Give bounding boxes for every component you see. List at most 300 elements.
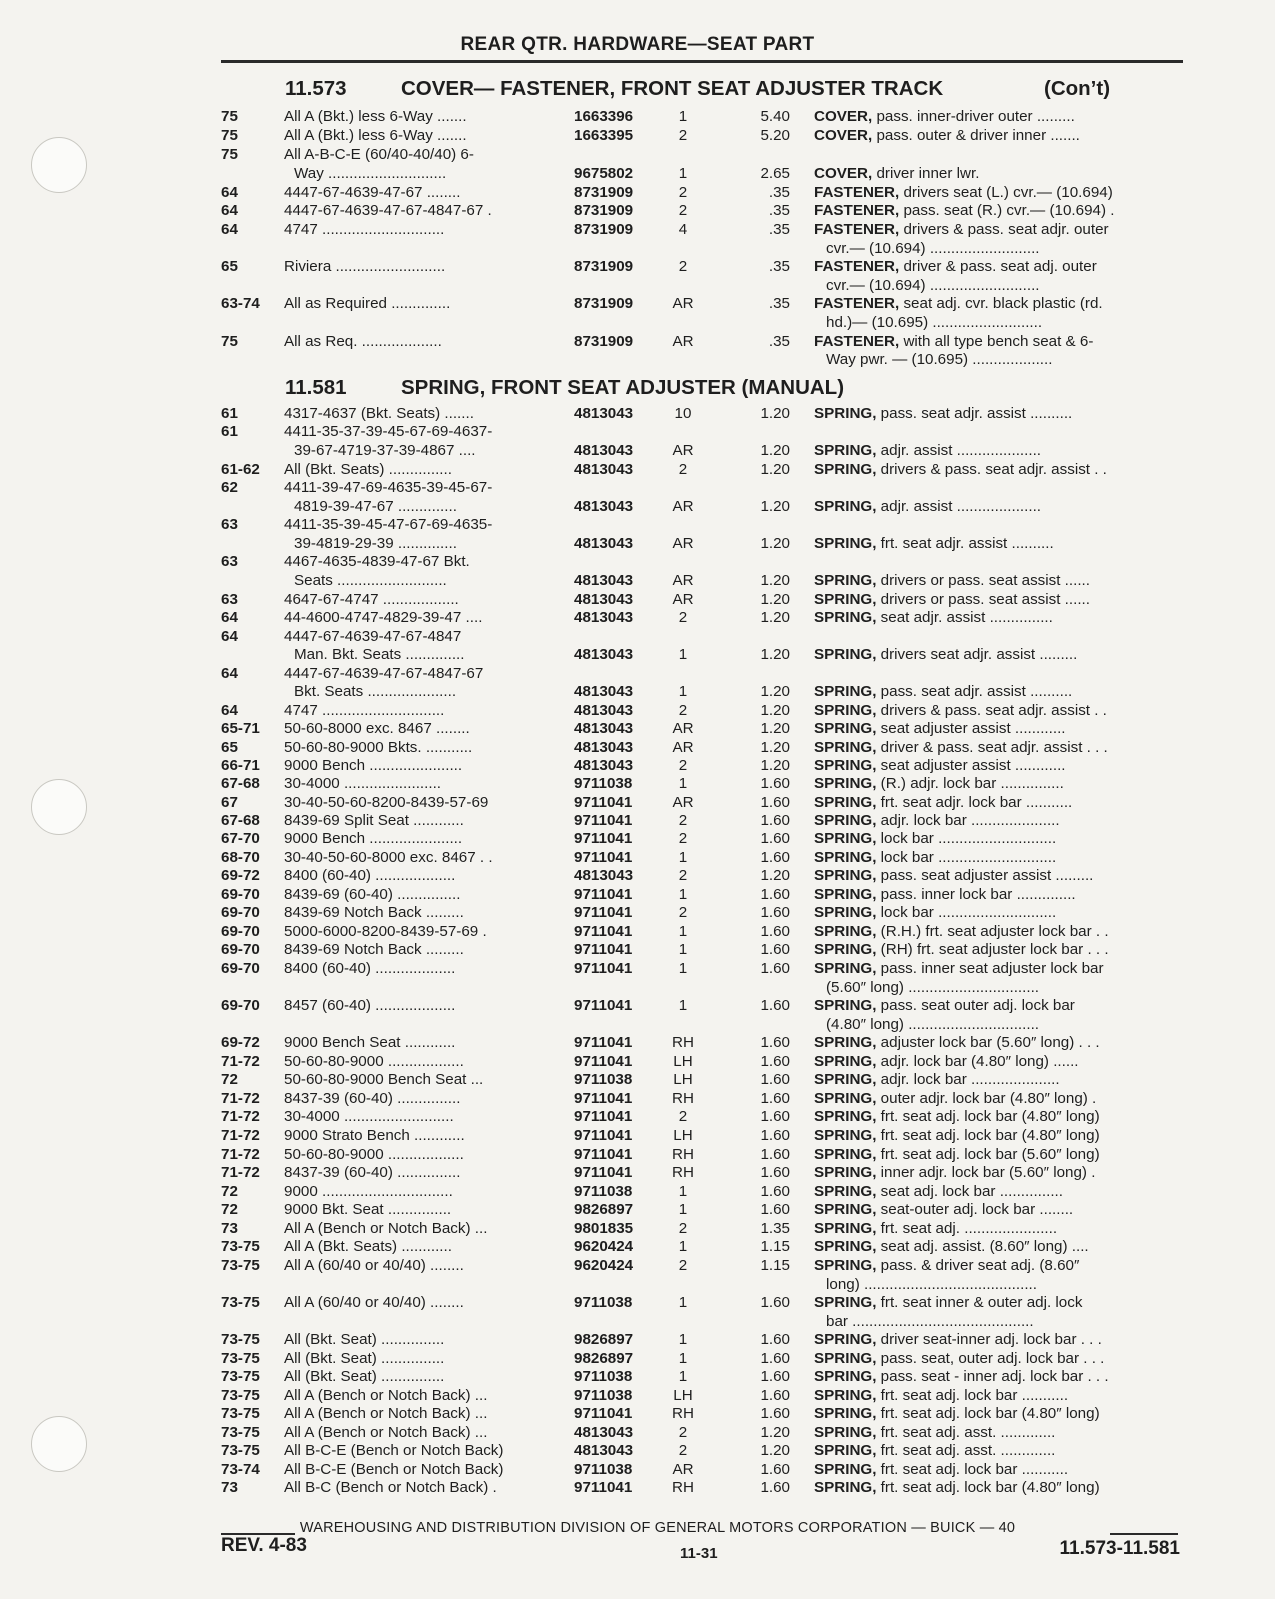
price: 1.60 [760,1053,790,1070]
price: 1.60 [760,775,790,792]
part-number: 4813043 [574,572,634,589]
part-number: 1663396 [574,108,634,125]
application: Riviera .......................... [284,258,446,275]
description: SPRING, drivers & pass. seat adjr. assist . . [814,702,1107,719]
part-number: 4813043 [574,535,634,552]
model-number: 73-75 [221,1368,260,1385]
model-number: 63 [221,591,238,608]
quantity: 2 [678,202,688,219]
price: 1.60 [760,1294,790,1311]
quantity: 2 [678,1442,688,1459]
application: Way ............................ [294,165,447,182]
description: SPRING, lock bar ............................ [814,849,1057,866]
part-number: 9711041 [574,1034,633,1051]
model-number: 75 [221,333,238,350]
quantity: 1 [678,960,688,977]
price: 5.20 [760,127,790,144]
description: COVER, pass. outer & driver inner ....... [814,127,1080,144]
description: SPRING, adjr. lock bar ..................... [814,1071,1060,1088]
quantity: 1 [678,1201,688,1218]
application: 8400 (60-40) ................... [284,960,456,977]
quantity: 1 [678,1331,688,1348]
description: SPRING, drivers & pass. seat adjr. assist . . [814,461,1107,478]
header-rule [221,60,1183,63]
model-number: 75 [221,108,238,125]
model-number: 69-70 [221,960,260,977]
application: 4747 ............................. [284,221,445,238]
model-number: 69-70 [221,923,260,940]
part-number: 9711041 [574,1127,633,1144]
quantity: 2 [678,1108,688,1125]
model-number: 73-75 [221,1387,260,1404]
application: 4447-67-4639-47-67 ........ [284,184,461,201]
part-number: 4813043 [574,867,634,884]
description: SPRING, pass. seat outer adj. lock bar [814,997,1075,1014]
price: 1.60 [760,1164,790,1181]
description: COVER, pass. inner-driver outer ......... [814,108,1075,125]
application: All (Bkt. Seats) ............... [284,461,452,478]
quantity: LH [673,1127,693,1144]
price: 1.60 [760,1387,790,1404]
price: 1.20 [760,609,790,626]
quantity: 2 [678,127,688,144]
price: 1.60 [760,997,790,1014]
application: Man. Bkt. Seats .............. [294,646,465,663]
price: 1.60 [760,886,790,903]
model-number: 65-71 [221,720,260,737]
part-number: 9711041 [574,849,633,866]
quantity: 2 [678,184,688,201]
quantity: LH [673,1387,693,1404]
application: All A (Bench or Notch Back) ... [284,1405,488,1422]
part-number: 9801835 [574,1220,634,1237]
price: 1.60 [760,1071,790,1088]
description: cvr.— (10.694) .......................... [826,277,1040,294]
application: 50-60-80-9000 Bench Seat ... [284,1071,484,1088]
description: SPRING, frt. seat adjr. assist .......... [814,535,1054,552]
section-title: COVER— FASTENER, FRONT SEAT ADJUSTER TRACK [401,77,944,100]
application: All B-C (Bench or Notch Back) . [284,1479,497,1496]
part-number: 4813043 [574,702,634,719]
quantity: AR [672,442,694,459]
description: SPRING, frt. seat adj. lock bar (4.80″ long) [814,1108,1100,1125]
price: 1.60 [760,1090,790,1107]
model-number: 73-75 [221,1294,260,1311]
part-number: 4813043 [574,683,634,700]
application: 4819-39-47-67 .............. [294,498,457,515]
quantity: AR [672,1461,694,1478]
model-number: 67 [221,794,238,811]
description: SPRING, frt. seat adj. lock bar (4.80″ long) [814,1479,1100,1496]
application: 9000 Bkt. Seat ............... [284,1201,452,1218]
quantity: AR [672,591,694,608]
quantity: AR [672,333,694,350]
price: .35 [768,295,790,312]
application: 9000 Bench ...................... [284,757,463,774]
part-number: 9826897 [574,1201,634,1218]
description: SPRING, adjuster lock bar (5.60″ long) . . . [814,1034,1100,1051]
quantity: RH [672,1034,694,1051]
application: 8457 (60-40) ................... [284,997,456,1014]
model-number: 64 [221,221,238,238]
quantity: AR [672,535,694,552]
description: SPRING, frt. seat adj. lock bar ........... [814,1461,1069,1478]
part-number: 9711041 [574,923,633,940]
quantity: 2 [678,867,688,884]
section-number: 11.581 [285,376,347,399]
model-number: 73-75 [221,1350,260,1367]
description: FASTENER, seat adj. cvr. black plastic (rd. [814,295,1103,312]
model-number: 73-75 [221,1442,260,1459]
model-number: 65 [221,739,238,756]
model-number: 73-75 [221,1238,260,1255]
quantity: AR [672,720,694,737]
price: 1.60 [760,1201,790,1218]
application: 4747 ............................. [284,702,445,719]
quantity: 2 [678,1257,688,1274]
binder-hole-top [31,137,87,193]
price: 1.60 [760,1183,790,1200]
section-title: SPRING, FRONT SEAT ADJUSTER (MANUAL) [401,376,845,399]
application: 4447-67-4639-47-67-4847-67 . [284,202,492,219]
description: SPRING, seat adjuster assist ............ [814,757,1066,774]
price: 1.60 [760,1331,790,1348]
application: 4647-67-4747 .................. [284,591,459,608]
part-number: 4813043 [574,498,634,515]
description: SPRING, lock bar ............................ [814,904,1057,921]
description: SPRING, drivers or pass. seat assist ...... [814,572,1090,589]
application: 39-4819-29-39 .............. [294,535,457,552]
description: SPRING, frt. seat adj. lock bar (4.80″ long) [814,1405,1100,1422]
description: SPRING, frt. seat adj. lock bar (4.80″ long) [814,1127,1100,1144]
price: 1.60 [760,960,790,977]
quantity: RH [672,1405,694,1422]
description: FASTENER, pass. seat (R.) cvr.— (10.694) . [814,202,1115,219]
part-number: 8731909 [574,202,634,219]
application: 4317-4637 (Bkt. Seats) ....... [284,405,474,422]
quantity: AR [672,572,694,589]
application: 50-60-8000 exc. 8467 ........ [284,720,470,737]
part-number: 9711041 [574,960,633,977]
part-number: 8731909 [574,258,634,275]
part-number: 4813043 [574,1424,634,1441]
description: SPRING, seat adjuster assist ............ [814,720,1066,737]
description: SPRING, frt. seat adj. lock bar (5.60″ long) [814,1146,1100,1163]
application: 4411-35-37-39-45-67-69-4637- [284,423,493,440]
part-number: 4813043 [574,757,634,774]
quantity: 1 [678,165,688,182]
description: SPRING, frt. seat adj. asst. ............. [814,1442,1056,1459]
price: 1.20 [760,702,790,719]
model-number: 72 [221,1071,238,1088]
application: All A (60/40 or 40/40) ........ [284,1294,464,1311]
application: 50-60-80-9000 .................. [284,1146,464,1163]
price: 1.20 [760,646,790,663]
model-number: 67-68 [221,812,260,829]
model-number: 71-72 [221,1090,260,1107]
group-range: 11.573-11.581 [1059,1538,1180,1559]
description: SPRING, pass. inner lock bar .............. [814,886,1076,903]
application: 8439-69 (60-40) ............... [284,886,461,903]
application: All (Bkt. Seat) ............... [284,1350,445,1367]
part-number: 9711038 [574,1294,633,1311]
application: 30-4000 ....................... [284,775,442,792]
model-number: 64 [221,665,238,682]
description: bar ........................................... [826,1313,1034,1330]
price: 1.20 [760,739,790,756]
description: SPRING, drivers seat adjr. assist ......... [814,646,1078,663]
quantity: 1 [678,1238,688,1255]
quantity: 2 [678,1220,688,1237]
quantity: 1 [678,1368,688,1385]
price: 1.60 [760,941,790,958]
application: 30-40-50-60-8200-8439-57-69 [284,794,489,811]
price: .35 [768,333,790,350]
description: SPRING, seat adjr. assist ............... [814,609,1053,626]
part-number: 9711041 [574,1053,633,1070]
description: SPRING, frt. seat adj. lock bar ........... [814,1387,1069,1404]
price: 1.20 [760,572,790,589]
quantity: 1 [678,1350,688,1367]
description: long) ......................................... [826,1276,1037,1293]
section-continued: (Con’t) [1044,77,1111,100]
model-number: 72 [221,1201,238,1218]
description: SPRING, lock bar ............................ [814,830,1057,847]
description: SPRING, frt. seat adj. ...................... [814,1220,1058,1237]
description: SPRING, seat adj. lock bar ............... [814,1183,1063,1200]
model-number: 75 [221,127,238,144]
model-number: 69-72 [221,867,260,884]
model-number: 62 [221,479,238,496]
quantity: AR [672,794,694,811]
application: All A (Bench or Notch Back) ... [284,1220,488,1237]
price: 1.20 [760,1442,790,1459]
quantity: AR [672,295,694,312]
section-heading-11573 [285,77,1111,101]
quantity: RH [672,1090,694,1107]
application: 39-67-4719-37-39-4867 .... [294,442,476,459]
part-number: 1663395 [574,127,634,144]
part-number: 4813043 [574,609,634,626]
application: 8439-69 Notch Back ......... [284,904,464,921]
model-number: 73-75 [221,1331,260,1348]
quantity: 1 [678,646,688,663]
price: 1.60 [760,1368,790,1385]
description: SPRING, frt. seat adj. asst. ............. [814,1424,1056,1441]
price: 1.20 [760,683,790,700]
model-number: 69-70 [221,904,260,921]
part-number: 9711041 [574,997,633,1014]
quantity: 2 [678,609,688,626]
part-number: 9711041 [574,812,633,829]
application: 8439-69 Notch Back ......... [284,941,464,958]
part-number: 4813043 [574,739,634,756]
revision-date: REV. 4-83 [221,1535,307,1556]
price: 1.20 [760,720,790,737]
part-number: 4813043 [574,720,634,737]
application: 4467-4635-4839-47-67 Bkt. [284,553,470,570]
part-number: 9620424 [574,1238,634,1255]
price: .35 [768,258,790,275]
description: Way pwr. — (10.695) ................... [826,351,1053,368]
model-number: 67-68 [221,775,260,792]
application: 4411-35-39-45-47-67-69-4635- [284,516,493,533]
description: SPRING, pass. seat adjr. assist .......... [814,405,1073,422]
description: SPRING, outer adjr. lock bar (4.80″ long) . [814,1090,1097,1107]
quantity: 2 [678,904,688,921]
application: All A (Bkt.) less 6-Way ....... [284,108,467,125]
part-number: 9711041 [574,794,633,811]
application: All A (Bench or Notch Back) ... [284,1387,488,1404]
quantity: 2 [678,1424,688,1441]
model-number: 64 [221,628,238,645]
model-number: 71-72 [221,1146,260,1163]
part-number: 9711038 [574,1183,633,1200]
application: 50-60-80-9000 Bkts. ........... [284,739,473,756]
description: SPRING, driver & pass. seat adjr. assist . . . [814,739,1108,756]
model-number: 71-72 [221,1164,260,1181]
part-number: 9826897 [574,1350,634,1367]
part-number: 9826897 [574,1331,634,1348]
model-number: 73 [221,1479,238,1496]
description: SPRING, driver seat-inner adj. lock bar . . . [814,1331,1102,1348]
model-number: 64 [221,202,238,219]
model-number: 63-74 [221,295,260,312]
price: 1.60 [760,923,790,940]
application: All A (Bkt. Seats) ............ [284,1238,452,1255]
description: SPRING, frt. seat adjr. lock bar ........... [814,794,1073,811]
model-number: 61 [221,405,238,422]
quantity: 1 [678,849,688,866]
description: FASTENER, with all type bench seat & 6- [814,333,1094,350]
part-number: 9711038 [574,1387,633,1404]
part-number: 9711041 [574,1108,633,1125]
price: 1.20 [760,1424,790,1441]
part-number: 9711041 [574,941,633,958]
part-number: 8731909 [574,333,634,350]
binder-hole-middle [31,779,87,835]
description: SPRING, drivers or pass. seat assist ...... [814,591,1090,608]
application: 30-40-50-60-8000 exc. 8467 . . [284,849,493,866]
description: SPRING, pass. seat adjr. assist .......... [814,683,1073,700]
quantity: 1 [678,886,688,903]
model-number: 67-70 [221,830,260,847]
page-header-title: REAR QTR. HARDWARE—SEAT PART [460,34,815,55]
description: (4.80″ long) ............................... [826,1016,1040,1033]
description: SPRING, frt. seat inner & outer adj. lock [814,1294,1083,1311]
description: SPRING, inner adjr. lock bar (5.60″ long) . [814,1164,1096,1181]
description: SPRING, adjr. assist .................... [814,498,1042,515]
description: SPRING, (R.H.) frt. seat adjuster lock bar . . [814,923,1109,940]
part-number: 9711041 [574,830,633,847]
model-number: 73-75 [221,1257,260,1274]
quantity: LH [673,1053,693,1070]
description: (5.60″ long) ............................... [826,979,1040,996]
price: 1.15 [760,1257,790,1274]
application: 5000-6000-8200-8439-57-69 . [284,923,487,940]
application: All A-B-C-E (60/40-40/40) 6- [284,146,474,163]
application: Seats .......................... [294,572,447,589]
quantity: AR [672,739,694,756]
footer-corporation: WAREHOUSING AND DISTRIBUTION DIVISION OF GENERAL MOTORS CORPORATION — BUICK — 40 [299,1520,1016,1536]
price: 1.60 [760,849,790,866]
description: FASTENER, drivers & pass. seat adjr. outer [814,221,1109,238]
price: 1.60 [760,1034,790,1051]
price: 1.60 [760,1146,790,1163]
part-number: 4813043 [574,591,634,608]
application: 50-60-80-9000 .................. [284,1053,464,1070]
price: 1.60 [760,1461,790,1478]
part-number: 9620424 [574,1257,634,1274]
model-number: 72 [221,1183,238,1200]
application: 9000 Strato Bench ............ [284,1127,465,1144]
price: 1.60 [760,1350,790,1367]
quantity: 1 [678,775,688,792]
price: 1.20 [760,757,790,774]
application: 9000 ............................... [284,1183,453,1200]
price: 2.65 [760,165,790,182]
part-number: 9711038 [574,1368,633,1385]
price: 1.35 [760,1220,790,1237]
description: SPRING, (RH) frt. seat adjuster lock bar . . . [814,941,1109,958]
application: All A (Bkt.) less 6-Way ....... [284,127,467,144]
quantity: 1 [678,1183,688,1200]
model-number: 75 [221,146,238,163]
application: 4411-39-47-69-4635-39-45-67- [284,479,493,496]
model-number: 73-74 [221,1461,260,1478]
part-number: 4813043 [574,1442,634,1459]
part-number: 9711038 [574,1461,633,1478]
quantity: RH [672,1479,694,1496]
model-number: 73-75 [221,1405,260,1422]
quantity: 2 [678,258,688,275]
description: COVER, driver inner lwr. [814,165,980,182]
part-number: 4813043 [574,442,634,459]
quantity: 4 [678,221,688,238]
price: 1.20 [760,591,790,608]
price: 1.60 [760,1108,790,1125]
price: 1.20 [760,405,790,422]
description: SPRING, pass. seat - inner adj. lock bar . . . [814,1368,1109,1385]
application: 9000 Bench ...................... [284,830,463,847]
application: 30-4000 .......................... [284,1108,454,1125]
price: 1.15 [760,1238,790,1255]
quantity: 2 [678,702,688,719]
quantity: 2 [678,461,688,478]
application: 44-4600-4747-4829-39-47 .... [284,609,483,626]
price: 1.20 [760,498,790,515]
application: All as Required .............. [284,295,451,312]
model-number: 63 [221,516,238,533]
quantity: 2 [678,830,688,847]
price: 1.20 [760,867,790,884]
price: 1.60 [760,812,790,829]
part-number: 9675802 [574,165,634,182]
application: 8439-69 Split Seat ............ [284,812,464,829]
model-number: 69-70 [221,941,260,958]
quantity: 1 [678,108,688,125]
model-number: 61 [221,423,238,440]
model-number: 64 [221,184,238,201]
application: 8437-39 (60-40) ............... [284,1164,461,1181]
description: SPRING, (R.) adjr. lock bar ............... [814,775,1064,792]
application: 4447-67-4639-47-67-4847 [284,628,462,645]
quantity: RH [672,1146,694,1163]
description: FASTENER, driver & pass. seat adj. outer [814,258,1097,275]
model-number: 66-71 [221,757,260,774]
part-number: 4813043 [574,646,634,663]
application: All B-C-E (Bench or Notch Back) [284,1442,504,1459]
